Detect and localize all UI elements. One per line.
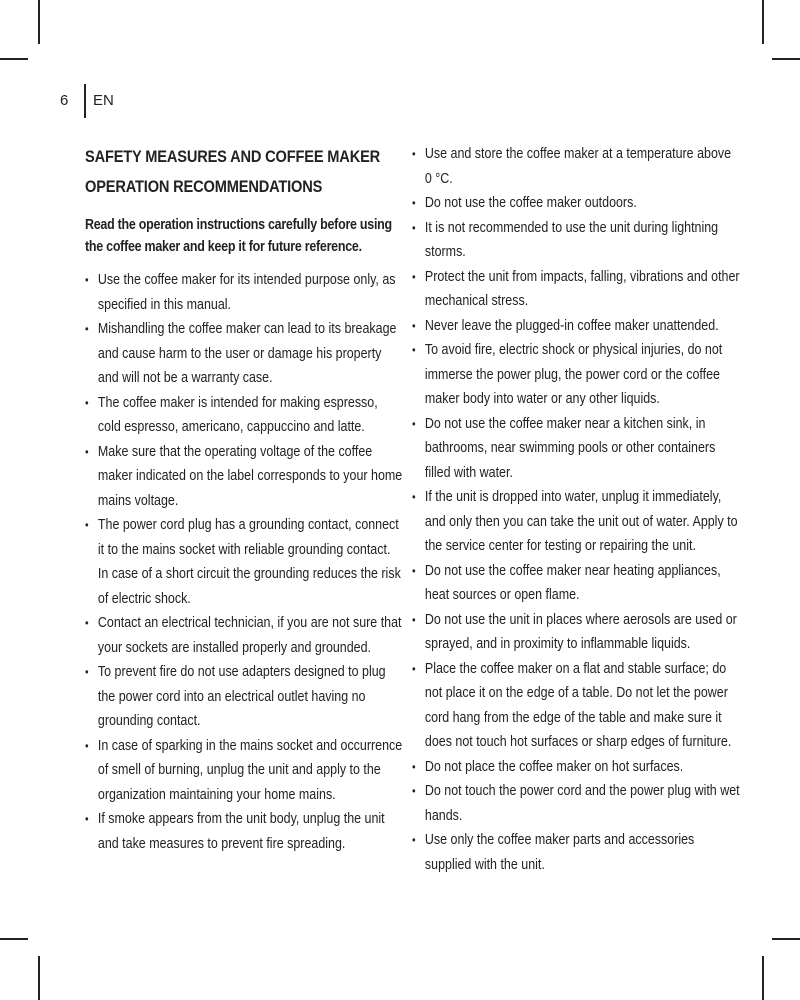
list-item-text: Use the coffee maker for its intended purpose only, as specified in this manual. xyxy=(97,272,396,313)
crop-mark-top-right-vertical xyxy=(762,0,764,44)
crop-mark-bottom-left-vertical xyxy=(38,956,40,1000)
list-item-text: To avoid fire, electric shock or physical injuries, do not immerse the power plug, the power cord or the coffee maker body into water or any other liquids. xyxy=(424,342,723,407)
list-item-text: Never leave the plugged-in coffee maker unattended. xyxy=(424,317,719,334)
list-item xyxy=(412,191,741,216)
header-divider xyxy=(84,84,86,118)
list-item xyxy=(412,779,741,828)
bullet-icon: • xyxy=(85,273,89,287)
bullet-icon: • xyxy=(412,661,416,676)
crop-mark-bottom-right-vertical xyxy=(762,956,764,1000)
list-item-text: Do not use the coffee maker near a kitchen sink, in bathrooms, near swimming pools or other containers filled with water. xyxy=(424,415,716,481)
bullet-icon: • xyxy=(412,833,416,847)
right-bullet-list xyxy=(412,142,741,877)
list-item xyxy=(412,142,741,191)
bullet-icon: • xyxy=(412,269,416,284)
bullet-icon: • xyxy=(85,738,89,753)
left-bullet-list xyxy=(85,268,402,856)
list-item xyxy=(412,755,741,780)
bullet-icon: • xyxy=(412,416,416,431)
list-item xyxy=(412,657,741,755)
right-column xyxy=(412,142,742,877)
bullet-icon: • xyxy=(85,812,89,826)
list-item xyxy=(85,391,402,440)
crop-mark-top-left-vertical xyxy=(38,0,40,44)
bullet-icon: • xyxy=(412,318,416,333)
crop-mark-bottom-left-horizontal xyxy=(0,938,28,940)
list-item-text: Do not use the coffee maker outdoors. xyxy=(424,195,637,211)
bullet-icon: • xyxy=(412,220,416,235)
bullet-icon: • xyxy=(85,395,89,410)
list-item-text: Make sure that the operating voltage of the coffee maker indicated on the label corresponds to your home mains voltage. xyxy=(97,443,403,509)
bullet-icon: • xyxy=(85,616,89,630)
bullet-icon: • xyxy=(412,196,416,210)
list-item-text: The coffee maker is intended for making espresso, cold espresso, americano, cappuccino and latte. xyxy=(97,394,378,435)
section-title: SAFETY MEASURES AND COFFEE MAKER OPERATION RECOMMENDATIONS xyxy=(85,147,381,196)
list-item-text: Do not use the coffee maker near heating appliances, heat sources or open flame. xyxy=(424,562,721,603)
list-item xyxy=(412,265,741,314)
list-item-text: Use only the coffee maker parts and accessories supplied with the unit. xyxy=(424,832,695,873)
bullet-icon: • xyxy=(412,343,416,357)
list-item-text: It is not recommended to use the unit during lightning storms. xyxy=(424,219,719,260)
bullet-icon: • xyxy=(412,612,416,627)
bullet-icon: • xyxy=(412,563,416,578)
bullet-icon: • xyxy=(412,147,416,161)
list-item-text: If the unit is dropped into water, unplug it immediately, and only then you can take the unit out of water. Apply to the service center for testing or repairing the unit. xyxy=(424,489,738,554)
list-item xyxy=(85,611,402,660)
list-item xyxy=(412,828,741,877)
list-item-text: Do not use the unit in places where aerosols are used or sprayed, and in proximity to inflammable liquids. xyxy=(424,611,737,652)
list-item-text: To prevent fire do not use adapters designed to plug the power cord into an electrical outlet having no grounding contact. xyxy=(97,664,386,729)
list-item xyxy=(412,485,741,559)
list-item-text: In case of sparking in the mains socket and occurrence of smell of burning, unplug the unit and apply to the organization maintaining your home mains. xyxy=(97,737,403,803)
bullet-icon: • xyxy=(85,444,89,459)
list-item-text: Protect the unit from impacts, falling, vibrations and other mechanical stress. xyxy=(424,268,740,309)
list-item xyxy=(85,513,402,611)
list-item xyxy=(85,268,402,317)
list-item xyxy=(412,608,741,657)
list-item-text: Use and store the coffee maker at a temperature above 0 °C. xyxy=(424,146,732,187)
list-item-text: Do not touch the power cord and the power plug with wet hands. xyxy=(424,783,740,824)
list-item xyxy=(85,807,402,856)
list-item-text: Do not place the coffee maker on hot surfaces. xyxy=(424,758,684,775)
bullet-icon: • xyxy=(412,784,416,798)
bullet-icon: • xyxy=(85,665,89,679)
intro-paragraph: Read the operation instructions carefully before using the coffee maker and keep it for future reference. xyxy=(85,217,392,255)
crop-mark-top-right-horizontal xyxy=(772,58,800,60)
crop-mark-top-left-horizontal xyxy=(0,58,28,60)
list-item-text: If smoke appears from the unit body, unplug the unit and take measures to prevent fire spreading. xyxy=(97,811,385,852)
list-item xyxy=(85,734,402,808)
list-item xyxy=(85,317,402,391)
language-code: EN xyxy=(93,92,114,109)
list-item-text: The power cord plug has a grounding contact, connect it to the mains socket with reliable grounding contact. In case of a short circuit the grounding reduces the risk of electric shock. xyxy=(97,517,401,607)
list-item-text: Place the coffee maker on a flat and stable surface; do not place it on the edge of a table. Do not let the power cord hang from the edge of the table and make sure it does not touch hot surfaces or sharp edges of furniture. xyxy=(424,660,732,750)
bullet-icon: • xyxy=(85,518,89,532)
list-item xyxy=(412,338,741,412)
left-column xyxy=(85,142,403,856)
list-item xyxy=(412,314,741,339)
list-item xyxy=(412,216,741,265)
list-item-text: Mishandling the coffee maker can lead to its breakage and cause harm to the user or damage his property and will not be a warranty case. xyxy=(97,321,397,386)
list-item xyxy=(85,660,402,734)
bullet-icon: • xyxy=(412,759,416,774)
bullet-icon: • xyxy=(85,322,89,336)
list-item xyxy=(412,559,741,608)
page-number: 6 xyxy=(60,92,69,109)
bullet-icon: • xyxy=(412,490,416,504)
list-item xyxy=(412,412,741,486)
list-item xyxy=(85,440,402,514)
crop-mark-bottom-right-horizontal xyxy=(772,938,800,940)
list-item-text: Contact an electrical technician, if you are not sure that your sockets are installed properly and grounded. xyxy=(97,615,402,656)
